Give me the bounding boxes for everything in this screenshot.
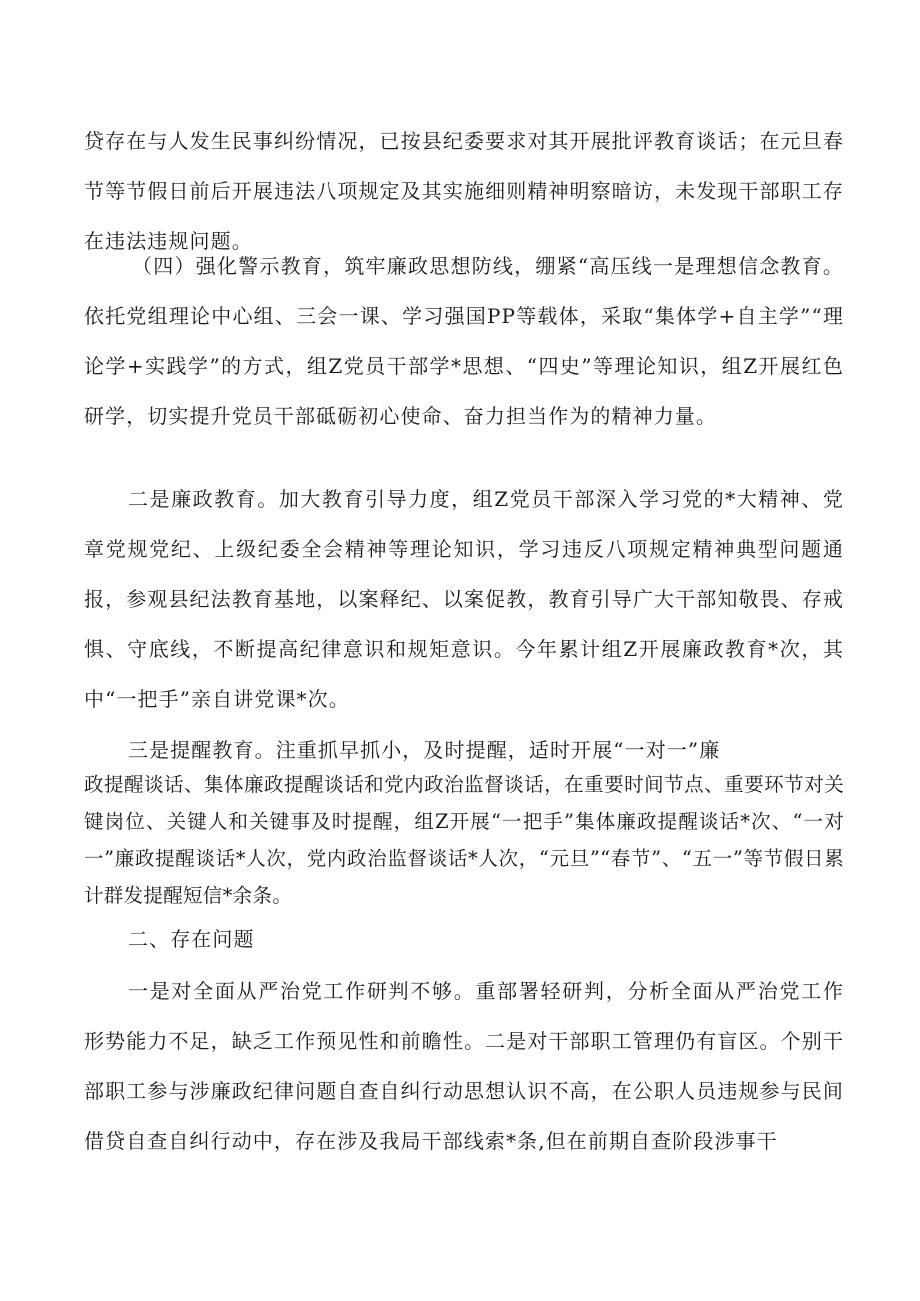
paragraph-continuation: 贷存在与人发生民事纠纷情况，已按县纪委要求对其开展批评教育谈话；在元旦春节等节假日前后开展违法八项规定及其实施细则精神明察暗访，未发现干部职工存在违法违规问题。 (84, 129, 844, 253)
heading-problems: 二、存在问题 (128, 927, 255, 951)
paragraph-reminder-education-body: 政提醒谈话、集体廉政提醒谈话和党内政治监督谈话，在重要时间节点、重要环节对关键岗位、关键人和关键事及时提醒，组Z开展“一把手”集体廉政提醒谈话*次、“一对一”廉政提醒谈话*人次，党内政治监督谈话*人次，“元旦”“春节”、“五一”等节假日累计群发提醒短信*余条。 (84, 773, 844, 907)
paragraph-problems: 一是对全面从严治党工作研判不够。重部署轻研判，分析全面从严治党工作形势能力不足，缺乏工作预见性和前瞻性。二是对干部职工管理仍有盲区。个别干部职工参与涉廉政纪律问题自查自纠行动思想认识不高，在公职人员违规参与民间借贷自查自纠行动中，存在涉及我局干部线索*条,但在前期自查阶段涉事干 (84, 979, 844, 1153)
paragraph-integrity-education: 二是廉政教育。加大教育引导力度，组Z党员干部深入学习党的*大精神、党章党规党纪、上级纪委全会精神等理论知识，学习违反八项规定精神典型问题通报，参观县纪法教育基地，以案释纪、以案促教，教育引导广大干部知敬畏、存戒惧、守底线，不断提高纪律意识和规矩意识。今年累计组Z开展廉政教育*次，其中“一把手”亲自讲党课*次。 (84, 487, 844, 711)
paragraph-reminder-education-lead: 三是提醒教育。注重抓早抓小，及时提醒，适时开展“一对一”廉 (128, 738, 721, 762)
paragraph-section-4: （四）强化警示教育，筑牢廉政思想防线，绷紧“高压线一是理想信念教育。依托党组理论中心组、三会一课、学习强国PP等载体，采取“集体学+自主学”“理论学+实践学”的方式，组Z党员干部学*思想、“四史”等理论知识，组Z开展红色研学，切实提升党员干部砥砺初心使命、奋力担当作为的精神力量。 (84, 254, 844, 428)
